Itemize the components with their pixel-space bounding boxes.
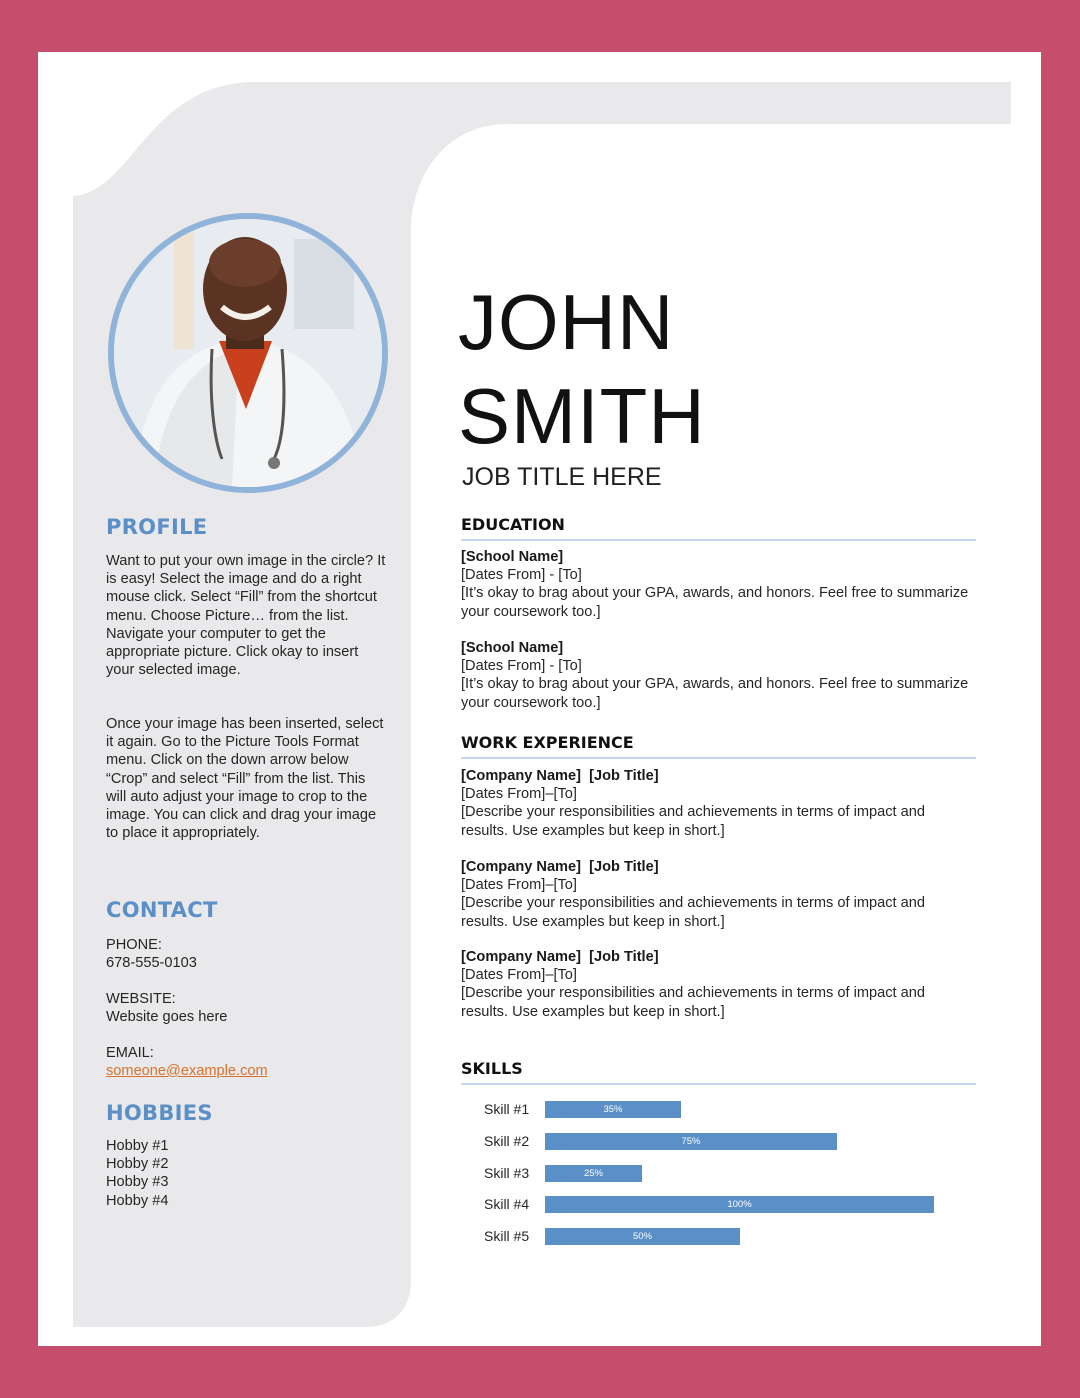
work-heading: WORK EXPERIENCE bbox=[461, 733, 976, 759]
profile-paragraph-1: Want to put your own image in the circle? It is easy! Select the image and do a right mouse click. Select “Fill” from the shortcut menu. Choose Picture… from the list. Navigate your computer to get the appropriate picture. Click okay to insert your selected image. bbox=[106, 553, 386, 679]
work-description: [Describe your responsibilities and achievements in terms of impact and results. Use examples but keep in short.] bbox=[461, 985, 925, 1020]
work-job-title: [Job Title] bbox=[589, 768, 659, 784]
profile-heading: PROFILE bbox=[106, 515, 208, 539]
work-dates: [Dates From]–[To] bbox=[461, 877, 577, 894]
skill-label: Skill #3 bbox=[484, 1164, 530, 1181]
company-name: [Company Name] bbox=[461, 859, 582, 875]
contact-heading: CONTACT bbox=[106, 898, 218, 922]
work-dates: [Dates From]–[To] bbox=[461, 786, 577, 803]
profile-photo-doctor-icon bbox=[114, 219, 382, 487]
education-dates: [Dates From] - [To] bbox=[461, 567, 582, 584]
list-item: Hobby #4 bbox=[106, 1192, 169, 1209]
education-entry bbox=[461, 639, 976, 712]
company-job-line bbox=[461, 948, 976, 966]
skill-label: Skill #2 bbox=[484, 1132, 530, 1149]
school-name: [School Name] bbox=[461, 549, 564, 565]
work-entry bbox=[461, 767, 976, 840]
phone-label: PHONE: bbox=[106, 937, 162, 953]
skill-label: Skill #1 bbox=[484, 1101, 530, 1117]
email-link[interactable]: someone@example.com bbox=[106, 1063, 268, 1079]
profile-paragraph-2: Once your image has been inserted, select it again. Go to the Picture Tools Format menu. Click on the down arrow below “Crop” and select “Fill” from the list. This will auto adjust your image to crop to the image. You can click and drag your image to place it appropriately. bbox=[106, 716, 384, 842]
skills-heading: SKILLS bbox=[461, 1059, 976, 1085]
work-job-title: [Job Title] bbox=[589, 949, 659, 965]
company-name: [Company Name] bbox=[461, 949, 582, 965]
work-entry bbox=[461, 858, 976, 931]
hobbies-heading: HOBBIES bbox=[106, 1101, 213, 1125]
skill-bar: 100% bbox=[545, 1196, 934, 1213]
phone-value: 678-555-0103 bbox=[106, 955, 197, 971]
skill-label: Skill #4 bbox=[484, 1196, 530, 1213]
list-item: Hobby #2 bbox=[106, 1156, 169, 1173]
work-job-title: [Job Title] bbox=[589, 859, 659, 875]
first-name: JOHN bbox=[458, 278, 675, 366]
education-heading: EDUCATION bbox=[461, 515, 976, 541]
education-description: [It’s okay to brag about your GPA, awards, and honors. Feel free to summarize your coursework too.] bbox=[461, 676, 969, 711]
skill-bar: 50% bbox=[545, 1228, 740, 1245]
website-label: WEBSITE: bbox=[106, 991, 176, 1007]
list-item: Hobby #3 bbox=[106, 1174, 169, 1191]
website-value: Website goes here bbox=[106, 1009, 228, 1025]
education-entry bbox=[461, 548, 976, 621]
work-entry bbox=[461, 948, 976, 1021]
company-job-line bbox=[461, 858, 976, 876]
school-name: [School Name] bbox=[461, 640, 564, 656]
work-description: [Describe your responsibilities and achievements in terms of impact and results. Use examples but keep in short.] bbox=[461, 804, 925, 839]
company-name: [Company Name] bbox=[461, 768, 582, 784]
job-title: JOB TITLE HERE bbox=[462, 463, 662, 491]
education-description: [It’s okay to brag about your GPA, awards, and honors. Feel free to summarize your coursework too.] bbox=[461, 585, 969, 620]
profile-photo[interactable] bbox=[108, 213, 388, 493]
skill-bar: 35% bbox=[545, 1101, 681, 1118]
education-dates: [Dates From] - [To] bbox=[461, 658, 582, 675]
work-description: [Describe your responsibilities and achievements in terms of impact and results. Use examples but keep in short.] bbox=[461, 895, 925, 930]
company-job-line bbox=[461, 767, 976, 785]
list-item: Hobby #1 bbox=[106, 1138, 169, 1154]
skill-label: Skill #5 bbox=[484, 1228, 530, 1245]
email-label: EMAIL: bbox=[106, 1045, 154, 1061]
skill-bar: 25% bbox=[545, 1165, 642, 1182]
hobbies-list bbox=[106, 1137, 168, 1210]
work-dates: [Dates From]–[To] bbox=[461, 967, 577, 984]
last-name: SMITH bbox=[458, 372, 706, 460]
skill-bar: 75% bbox=[545, 1133, 837, 1150]
